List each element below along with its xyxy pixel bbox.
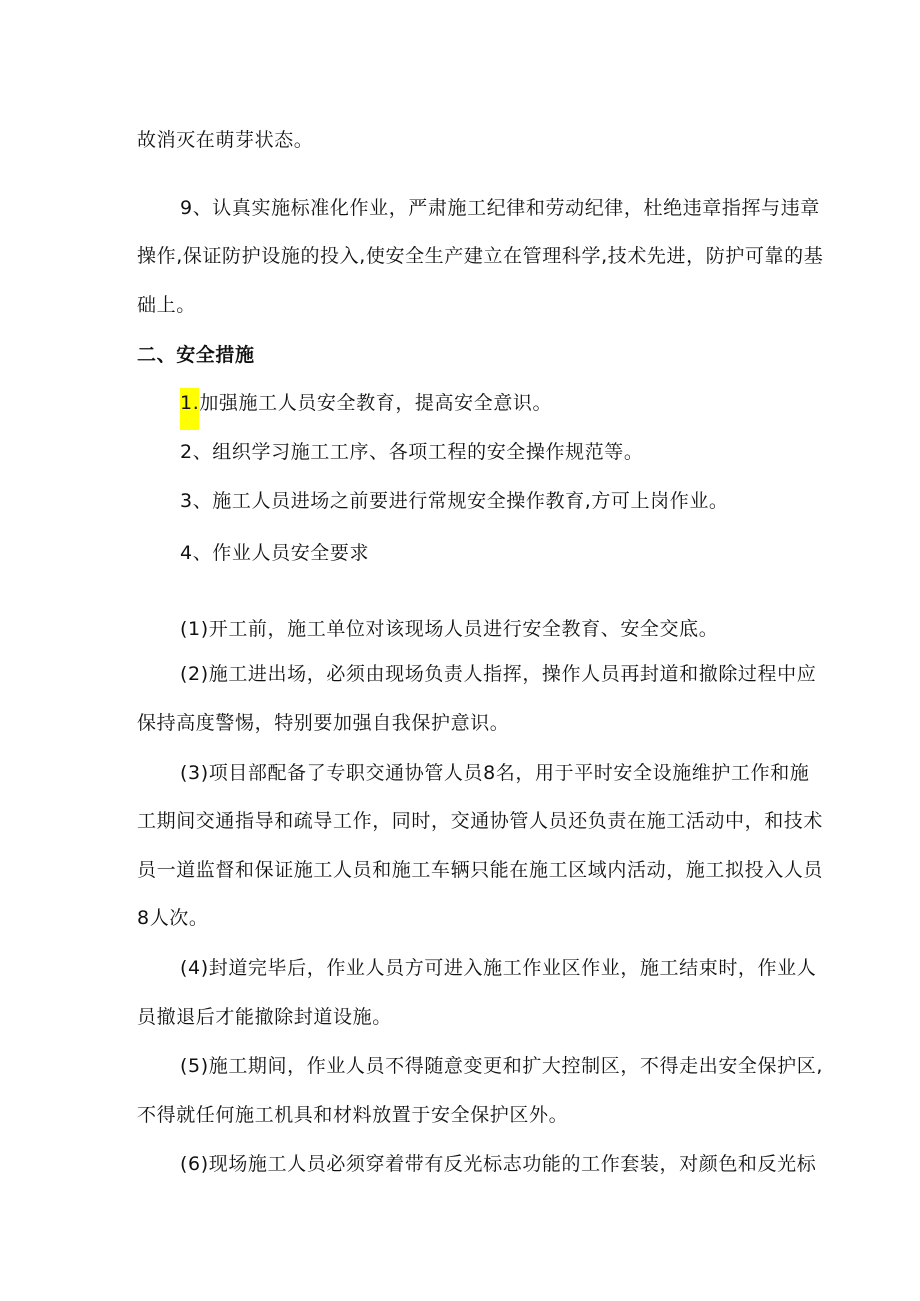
list-item: 2、组织学习施工工序、各项工程的安全操作规范等。: [180, 441, 644, 463]
paragraph-line: 工期间交通指导和疏导工作，同时，交通协管人员还负责在施工活动中，和技术: [137, 810, 824, 832]
paragraph-line: 保持高度警惕，特别要加强自我保护意识。: [137, 712, 510, 734]
sub-item: (5)施工期间，作业人员不得随意变更和扩大控制区，不得走出安全保护区,: [180, 1055, 823, 1077]
list-item: 3、施工人员进场之前要进行常规安全操作教育,方可上岗作业。: [180, 490, 729, 512]
paragraph-line: 9、认真实施标准化作业，严肃施工纪律和劳动纪律，杜绝违章指挥与违章: [180, 197, 820, 219]
paragraph-line: 员撤退后才能撤除封道设施。: [137, 1006, 392, 1028]
paragraph-line: 8人次。: [137, 907, 209, 929]
paragraph-line: 员一道监督和保证施工人员和施工车辆只能在施工区域内活动，施工拟投入人员: [137, 859, 824, 881]
sub-item: (6)现场施工人员必须穿着带有反光标志功能的工作套装，对颜色和反光标: [180, 1153, 817, 1175]
paragraph-line: 础上。: [137, 294, 196, 316]
sub-item: (2)施工进出场，必须由现场负责人指挥，操作人员再封道和撤除过程中应: [180, 663, 817, 685]
section-heading: 二、安全措施: [137, 344, 255, 366]
sub-item: (3)项目部配备了专职交通协管人员8名，用于平时安全设施维护工作和施: [180, 762, 810, 784]
paragraph-line: 故消灭在萌芽状态。: [137, 129, 314, 151]
list-item: [180, 390, 552, 430]
sub-item: (4)封道完毕后，作业人员方可进入施工作业区作业，施工结束时，作业人: [180, 957, 817, 979]
highlighted-number: 1.: [180, 388, 199, 430]
paragraph-line: 不得就任何施工机具和材料放置于安全保护区外。: [137, 1104, 569, 1126]
sub-item: (1)开工前，施工单位对该现场人员进行安全教育、安全交底。: [180, 618, 719, 640]
list-item-text: 加强施工人员安全教育，提高安全意识。: [199, 392, 553, 414]
paragraph-line: 操作,保证防护设施的投入,使安全生产建立在管理科学,技术先进，防护可靠的基: [137, 245, 824, 267]
list-item: 4、作业人员安全要求: [180, 542, 370, 564]
